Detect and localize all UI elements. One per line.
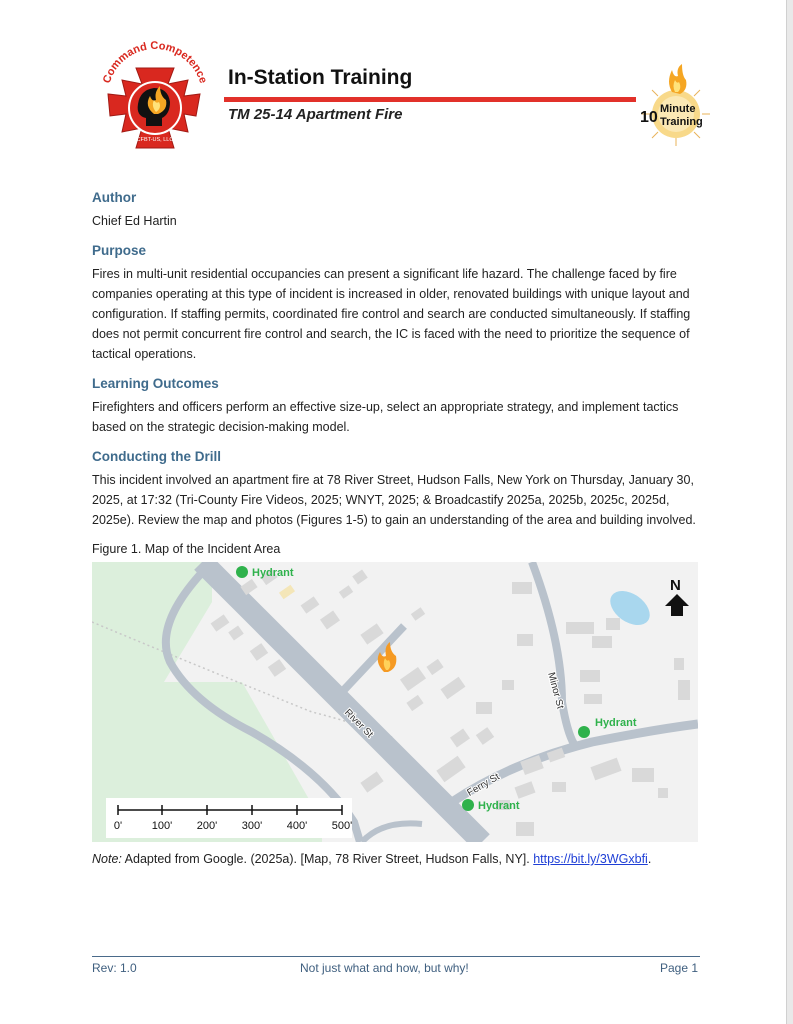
figure-note — [92, 852, 700, 866]
svg-text:Command Competence: Command Competence — [100, 40, 210, 85]
learning-outcomes-heading: Learning Outcomes — [92, 376, 219, 391]
scale-bar — [106, 798, 352, 838]
svg-text:Hydrant: Hydrant — [595, 717, 637, 729]
svg-text:CFBT-US, LLC: CFBT-US, LLC — [136, 137, 174, 143]
svg-text:100': 100' — [151, 820, 173, 832]
svg-text:N: N — [670, 577, 681, 594]
incident-area-map — [92, 562, 698, 842]
command-competence-logo — [96, 40, 214, 162]
ten-minute-training-logo — [636, 62, 716, 148]
footer-revision: Rev: 1.0 — [92, 961, 137, 975]
page-subtitle: TM 25-14 Apartment Fire — [228, 106, 403, 123]
svg-text:200': 200' — [196, 820, 218, 832]
svg-text:300': 300' — [241, 820, 263, 832]
footer-tagline: Not just what and how, but why! — [300, 961, 469, 975]
svg-text:400': 400' — [286, 820, 308, 832]
header-divider — [224, 97, 636, 102]
section-conducting-drill — [92, 449, 700, 530]
conducting-drill-heading: Conducting the Drill — [92, 449, 221, 464]
section-author — [92, 190, 700, 231]
figure-caption: Figure 1. Map of the Incident Area — [92, 542, 281, 556]
conducting-drill-text: This incident involved an apartment fire at 78 River Street, Hudson Falls, New York on Thursday, January 30, 2025, at 17:32 (Tri-County Fire Videos, 2025; WNYT, 2025; & Broadcastify 2025a, 2025b, 2025c, 2025d, 2025e). Review the map and photos (Figures 1-5) to gain an understanding of the area and building involved. — [92, 473, 696, 527]
section-purpose — [92, 243, 700, 364]
svg-text:Minute: Minute — [660, 103, 696, 115]
author-name: Chief Ed Hartin — [92, 214, 177, 228]
footer-divider — [92, 956, 700, 957]
map-source-link[interactable]: https://bit.ly/3WGxbfi — [533, 852, 648, 866]
minor-st-label: Minor St — [545, 671, 566, 711]
svg-text:Training: Training — [660, 116, 703, 128]
river-st-label: River St — [341, 707, 375, 741]
purpose-text: Fires in multi-unit residential occupancies can present a significant life hazard. The challenge faced by fire companies operating at this type of incident is increased in older, renovated buildings with unique layout and configuration. If staffing permits, coordinated fire control and search are conducted simultaneously. If staffing does not permit concurrent fire control and search, the IC is faced with the need to prioritize the sequence of tactical operations. — [92, 267, 691, 361]
author-heading: Author — [92, 190, 137, 205]
page-edge — [786, 0, 793, 1024]
section-learning-outcomes — [92, 376, 700, 437]
note-text: Adapted from Google. (2025a). [Map, 78 River Street, Hudson Falls, NY]. — [121, 852, 534, 866]
hydrant-marker-bottom — [462, 799, 520, 812]
svg-text:Hydrant: Hydrant — [478, 800, 520, 812]
ferry-st-label: Ferry St — [465, 771, 502, 799]
svg-text:10: 10 — [640, 109, 658, 126]
note-label: Note: — [92, 852, 122, 866]
svg-text:Hydrant: Hydrant — [252, 567, 294, 579]
svg-text:500': 500' — [331, 820, 353, 832]
document-body — [92, 190, 700, 866]
learning-outcomes-text: Firefighters and officers perform an effective size-up, select an appropriate strategy, and implement tactics based on the strategic decision-making model. — [92, 400, 679, 434]
purpose-heading: Purpose — [92, 243, 147, 258]
page-title: In-Station Training — [228, 66, 413, 89]
note-end: . — [647, 852, 652, 866]
hydrant-marker-top — [236, 566, 294, 579]
footer-page-number: Page 1 — [660, 961, 699, 975]
svg-text:0': 0' — [113, 820, 123, 832]
